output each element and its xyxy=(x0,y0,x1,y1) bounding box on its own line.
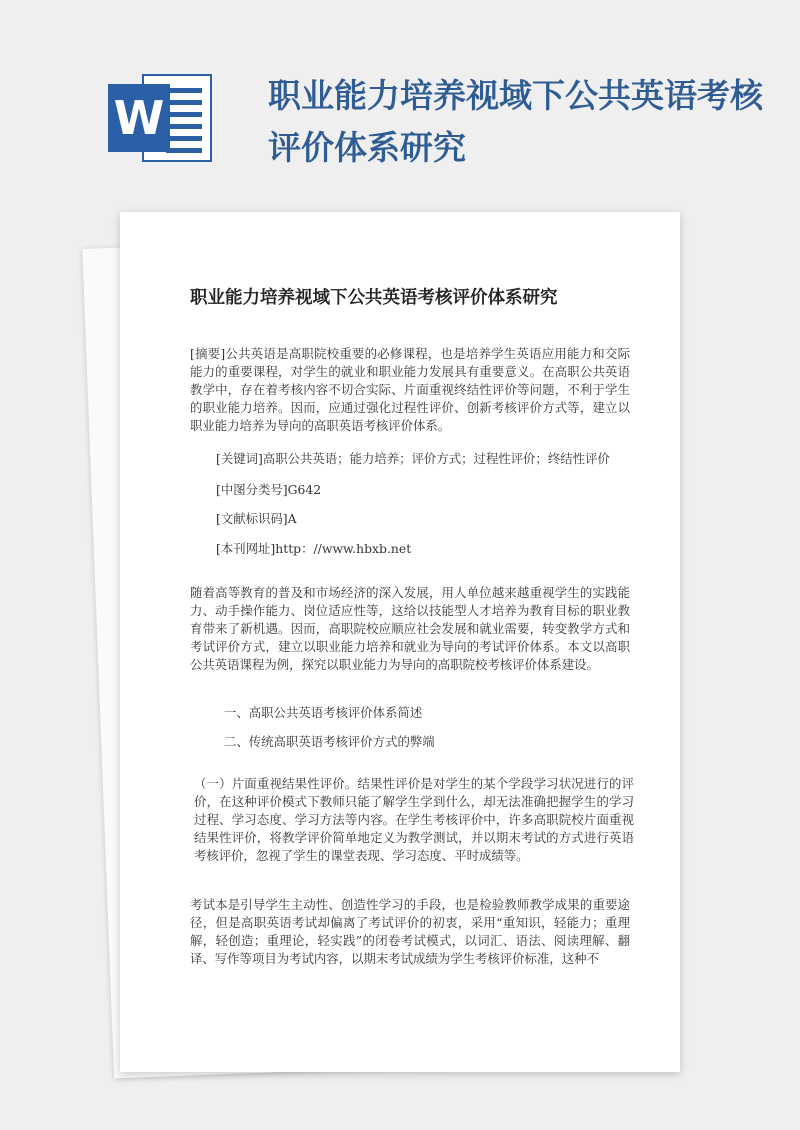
keywords-line: [关键词]高职公共英语；能力培养；评价方式；过程性评价；终结性评价 xyxy=(216,451,610,466)
section-heading-1: 一、高职公共英语考核评价体系简述 xyxy=(224,705,423,720)
document-page xyxy=(120,212,680,1072)
clc-number-line: [中图分类号]G642 xyxy=(216,482,322,497)
intro-paragraph: 随着高等教育的普及和市场经济的深入发展，用人单位越来越重视学生的实践能力、动手操作能力、岗位适应性等，这给以技能型人才培养为教育目标的职业教育带来了新机遇。因而，高职院校应顺应社会发展和就业需要，转变教学方式和考试评价方式，建立以职业能力培养和就业为导向的考试评价体系。本文以高职公共英语课程为例，探究以职业能力为导向的高职院校考核评价体系建设。 xyxy=(190,585,630,672)
word-letter-badge: W xyxy=(108,84,170,152)
document-heading: 职业能力培养视域下公共英语考核评价体系研究 xyxy=(190,288,558,308)
section-heading-2: 二、传统高职英语考核评价方式的弊端 xyxy=(224,734,435,749)
exam-paragraph: 考试本是引导学生主动性、创造性学习的手段，也是检验教师教学成果的重要途径，但是高职英语考试却偏离了考试评价的初衷，采用“重知识，轻能力；重理解，轻创造；重理论，轻实践”的闭卷考试模式，以词汇、语法、阅读理解、翻译、写作等项目为考试内容，以期末考试成绩为学生考核评价标准，这种不 xyxy=(190,897,630,966)
journal-url-line: [本刊网址]http：//www.hbxb.net xyxy=(216,541,412,556)
banner-title: 职业能力培养视域下公共英语考核评价体系研究 xyxy=(268,76,763,167)
abstract-paragraph: [摘要]公共英语是高职院校重要的必修课程，也是培养学生英语应用能力和交际能力的重要课程，对学生的就业和职业能力发展具有重要意义。在高职公共英语教学中，存在着考核内容不切合实际、片面重视终结性评价等问题，不利于学生的职业能力培养。因而，应通过强化过程性评价、创新考核评价方式等，建立以职业能力培养为导向的高职英语考核评价体系。 xyxy=(190,346,630,433)
subsection-paragraph-1: （一）片面重视结果性评价。结果性评价是对学生的某个学段学习状况进行的评价，在这种评价模式下教师只能了解学生学到什么，却无法准确把握学生的学习过程、学习态度、学习方法等内容。在学生考核评价中，许多高职院校片面重视结果性评价，将教学评价简单地定义为教学测试，并以期末考试的方式进行英语考核评价，忽视了学生的课堂表现、学习态度、平时成绩等。 xyxy=(194,776,634,863)
document-code-line: [文献标识码]A xyxy=(216,511,297,526)
word-document-icon xyxy=(108,72,214,164)
